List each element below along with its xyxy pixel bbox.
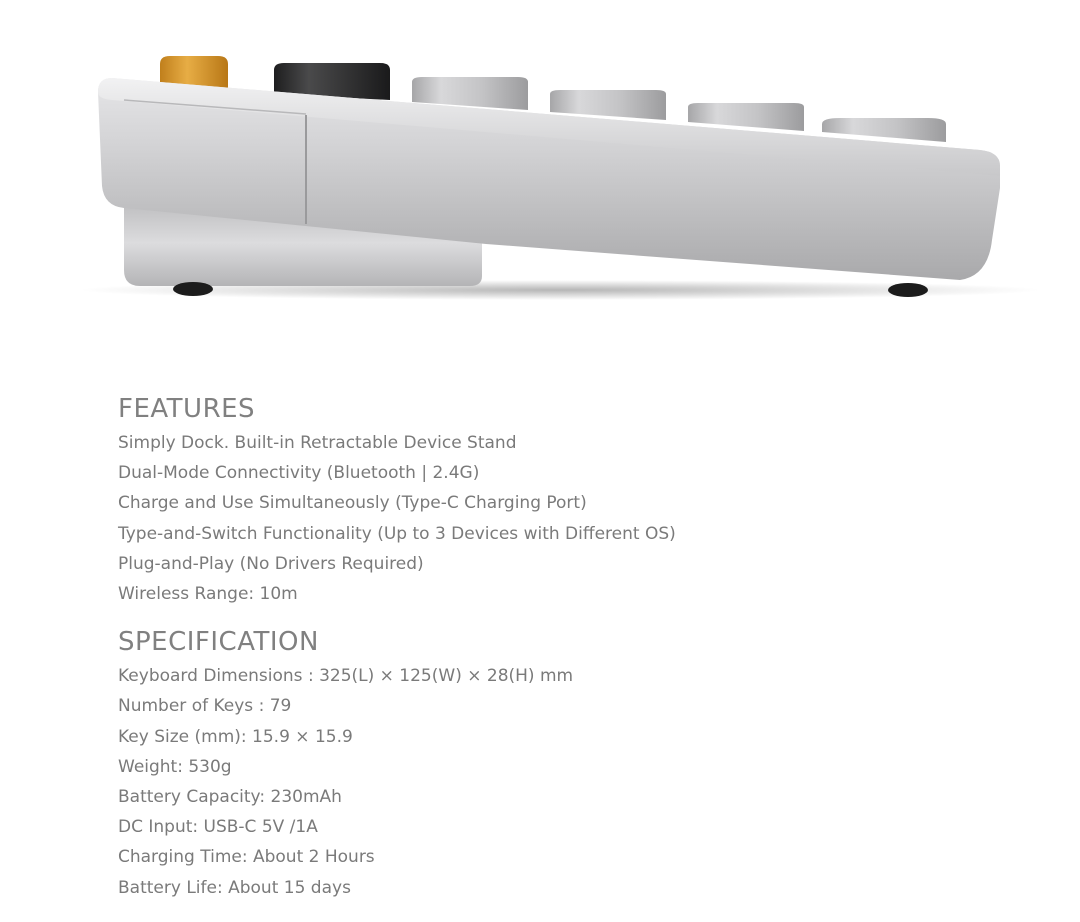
feature-item: Dual-Mode Connectivity (Bluetooth | 2.4G) <box>118 463 480 484</box>
specification-heading: SPECIFICATION <box>118 627 319 658</box>
gray-key <box>550 90 666 120</box>
spec-item: Battery Capacity: 230mAh <box>118 787 342 808</box>
spec-item: DC Input: USB-C 5V /1A <box>118 817 318 838</box>
gray-key <box>688 103 804 131</box>
specification-section <box>118 625 1018 903</box>
features-heading: FEATURES <box>118 394 256 424</box>
spec-item: Battery Life: About 15 days <box>118 877 351 898</box>
keyboard-side-view-image <box>0 0 1080 320</box>
spec-item: Charging Time: About 2 Hours <box>118 847 375 868</box>
features-list <box>118 428 1018 609</box>
feature-item: Wireless Range: 10m <box>118 584 298 605</box>
feature-item: Plug-and-Play (No Drivers Required) <box>118 553 424 574</box>
front-foot <box>888 283 928 297</box>
spec-item: Weight: 530g <box>118 756 232 777</box>
specification-list <box>118 661 1018 903</box>
product-details <box>118 392 1018 903</box>
spec-item: Number of Keys : 79 <box>118 696 292 717</box>
gray-key <box>822 118 946 142</box>
features-section <box>118 392 1018 609</box>
feature-item: Simply Dock. Built-in Retractable Device Stand <box>118 433 517 453</box>
spec-item: Key Size (mm): 15.9 × 15.9 <box>118 726 353 747</box>
feature-item: Charge and Use Simultaneously (Type-C Charging Port) <box>118 493 587 514</box>
rear-foot <box>173 282 213 296</box>
spec-item: Keyboard Dimensions : 325(L) × 125(W) × 28(H) mm <box>118 666 574 687</box>
feature-item: Type-and-Switch Functionality (Up to 3 Devices with Different OS) <box>118 523 676 544</box>
